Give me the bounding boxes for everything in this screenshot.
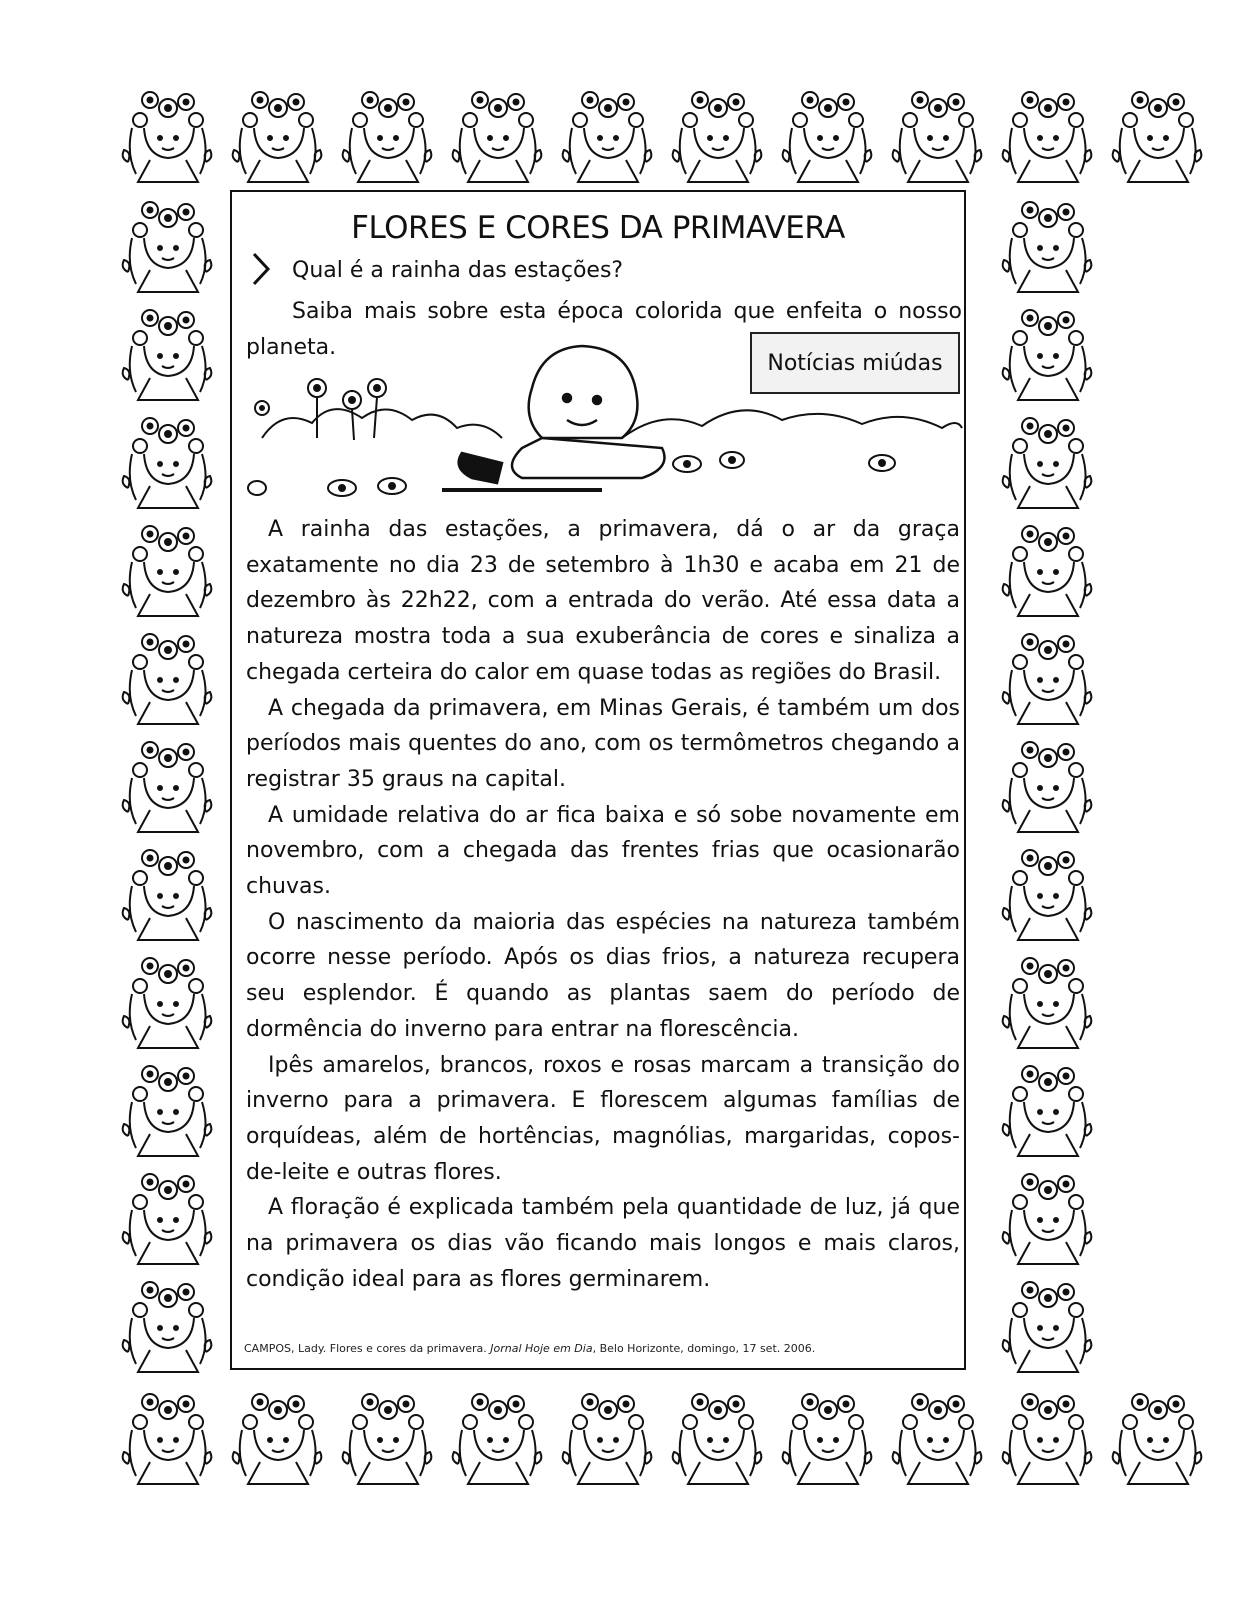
paragraph-4: O nascimento da maioria das espécies na natureza também ocorre nesse período. Após os dias frios, a natureza recupera seu esplendor. É quando as plantas saem do período de dormência do inverno para entrar na florescência. <box>246 909 960 1042</box>
article-title: FLORES E CORES DA PRIMAVERA <box>351 210 845 246</box>
question-line: Qual é a rainha das estações? <box>292 258 624 283</box>
doll-flower-icon <box>990 1160 1098 1268</box>
doll-flower-icon <box>330 1380 438 1488</box>
citation <box>244 1342 815 1355</box>
doll-flower-icon <box>990 836 1098 944</box>
doll-flower-icon <box>1100 78 1208 186</box>
doll-flower-icon <box>110 78 218 186</box>
doll-flower-icon <box>110 404 218 512</box>
paragraph-6: A floração é explicada também pela quantidade de luz, já que na primavera os dias vão ficando mais longos e mais claros, condição ideal para as flores germinarem. <box>246 1195 960 1292</box>
arrow-marker-icon <box>250 250 272 288</box>
doll-flower-icon <box>660 78 768 186</box>
doll-flower-icon <box>110 296 218 404</box>
doll-flower-icon <box>990 620 1098 728</box>
paragraph-2: A chegada da primavera, em Minas Gerais, é também um dos períodos mais quentes do ano, com os termômetros chegando a registrar 35 graus na capital. <box>246 695 960 792</box>
doll-flower-icon <box>220 78 328 186</box>
doll-flower-icon <box>110 944 218 1052</box>
doll-flower-icon <box>110 620 218 728</box>
doll-flower-icon <box>110 1052 218 1160</box>
doll-flower-icon <box>330 78 438 186</box>
doll-flower-icon <box>990 404 1098 512</box>
doll-flower-icon <box>990 78 1098 186</box>
doll-flower-icon <box>440 78 548 186</box>
doll-flower-icon <box>550 1380 658 1488</box>
doll-flower-icon <box>770 1380 878 1488</box>
doll-flower-icon <box>440 1380 548 1488</box>
doll-flower-icon <box>110 1268 218 1376</box>
paragraph-3: A umidade relativa do ar fica baixa e só sobe novamente em novembro, com a chegada das frentes frias que ocasionarão chuvas. <box>246 802 960 900</box>
citation-source: Jornal Hoje em Dia <box>490 1342 593 1355</box>
doll-flower-icon <box>990 1268 1098 1376</box>
citation-rest: , Belo Horizonte, domingo, 17 set. 2006. <box>592 1342 816 1355</box>
doll-flower-icon <box>990 944 1098 1052</box>
doll-flower-icon <box>990 512 1098 620</box>
doll-flower-icon <box>110 512 218 620</box>
doll-flower-icon <box>550 78 658 186</box>
paragraph-5: Ipês amarelos, brancos, roxos e rosas marcam a transição do inverno para a primavera. E florescem algumas famílias de orquídeas, além de hortências, magnólias, margaridas, copos-de-leite e outras flores. <box>246 1052 960 1185</box>
citation-author: CAMPOS, Lady. Flores e cores da primavera. <box>244 1342 487 1355</box>
doll-flower-icon <box>990 728 1098 836</box>
doll-flower-icon <box>990 1380 1098 1488</box>
doll-flower-icon <box>990 188 1098 296</box>
doll-flower-icon <box>990 296 1098 404</box>
doll-flower-icon <box>770 78 878 186</box>
article-frame <box>230 190 966 1370</box>
doll-flower-icon <box>110 1160 218 1268</box>
doll-flower-icon <box>220 1380 328 1488</box>
doll-flower-icon <box>880 78 988 186</box>
doll-flower-icon <box>110 188 218 296</box>
article-body <box>246 512 960 1297</box>
doll-flower-icon <box>110 728 218 836</box>
doll-flower-icon <box>880 1380 988 1488</box>
doll-flower-icon <box>110 836 218 944</box>
doll-flower-icon <box>110 1380 218 1488</box>
doll-flower-icon <box>1100 1380 1208 1488</box>
intro-text: Saiba mais sobre esta época colorida que enfeita o nosso planeta. <box>246 299 962 360</box>
paragraph-1: A rainha das estações, a primavera, dá o ar da graça exatamente no dia 23 de setembro à 1h30 e acaba em 21 de dezembro às 22h22, com a entrada do verão. Até essa data a natureza mostra toda a sua exuberância de cores e sinaliza a chegada certeira do calor em quase todas as regiões do Brasil. <box>246 517 960 685</box>
doll-flower-icon <box>990 1052 1098 1160</box>
news-badge: Notícias miúdas <box>750 332 960 394</box>
doll-flower-icon <box>660 1380 768 1488</box>
